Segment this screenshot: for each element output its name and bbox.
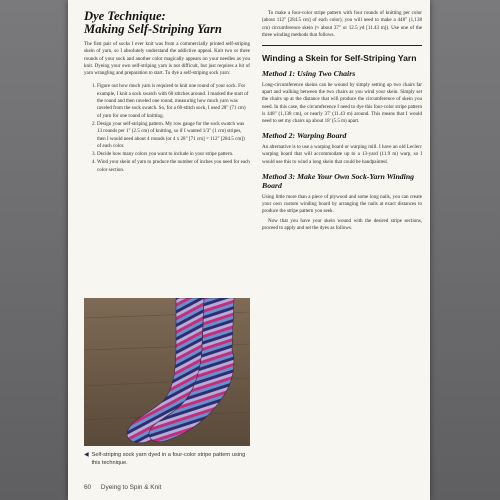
right-column [262,10,422,232]
method-2-heading: Method 2: Warping Board [262,131,347,141]
method-1-text: Long-circumference skeins can be wound by simply setting up two chairs far apart and walking between the two chairs as you wind your skein. Simply set the chairs up at the distance that will produce the circumference of skein you need. In this case, the circumference I need to dye this four-color stripe pattern is 448" (1,138 cm), or nearly 37' (11.43 m) around. This means that I would need to set my chairs up about 18' (5.5 m) apart. [262,81,422,125]
title-line-2: Making Self-Striping Yarn [84,21,222,36]
section-heading: Winding a Skein for Self-Striping Yarn [262,53,417,64]
sock-photo [84,298,250,446]
photo-caption [84,452,250,467]
caption-text: Self-striping sock yarn dyed in a four-color stripe pattern using this technique. [91,452,246,466]
page-title [84,10,250,35]
method-3-heading: Method 3: Make Your Own Sock-Yarn Winding Board [262,171,415,191]
step-item: 4. Wind your skein of yarn to produce the number of inches you need for each color section. [97,159,250,174]
page-footer [84,484,161,491]
page-number: 60 [84,484,92,491]
step-item: 1. Figure out how much yarn is required to knit one round of your sock. For example, I knit a sock swatch with 60 stitches around. I marked the start of the round and then raveled one round, measuring how much yarn was raveled from the sock swatch. So, for a 60-stitch sock, I used 28" (71 cm) of yarn for one round of knitting. [97,83,250,119]
right-intro-paragraph: To make a four-color stripe pattern with four rounds of knitting per color (about 112" [284.5 cm] of each color), you will need to make a 448" (1,138 cm) circumference skein (≈ about 37" or 12.5 yd [11.43 m]). Use one of the three winding methods that follows. [262,10,422,38]
sock-illustration [84,298,250,446]
closing-paragraph: Now that you have your skein wound with the desired stripe sections, proceed to apply and set the dyes as follows. [262,217,422,232]
method-3-text: Using little more than a piece of plywood and some long nails, you can create your own custom winding board by arranging the nails at exact distances to produce the stripe pattern you seek. [262,193,422,215]
method-2-text: An alternative is to use a warping board or warping mill. I have an old Leclerc warping board that will accommodate up to a 13-yard (11.9 m) warp, so I would use this to wind a long skein that could be handpainted. [262,143,422,165]
left-column [84,10,250,175]
steps-list [84,83,250,174]
title-line-1: Dye Technique: [84,9,166,23]
step-item: 2. Design your self-striping pattern. My row gauge for the sock swatch was 13 rounds per 1" (2.5 cm) of knitting, so if I wanted 1/3" (1 cm) stripes, then I would need about 4 rounds (or 4 x 28" [71 cm] = 112" [284.5 cm]) of each color. [97,121,250,150]
book-title: Dyeing to Spin & Knit [100,484,162,491]
section-divider [262,45,422,46]
intro-paragraph: The first pair of socks I ever knit was from a commercially printed self-striping skein of yarn, so I absolutely understand the addictive appeal. Knit two or three rounds of your sock and another color magically appears on your needles as you knit. Dyeing your own self-striping yarn is not difficult, but just requires a bit of yarn wrangling and preparation to start. To dye a self-striping sock yarn: [84,41,250,77]
method-1-heading: Method 1: Using Two Chairs [262,69,356,79]
step-item: 3. Decide how many colors you want to include in your stripe pattern. [97,151,250,158]
caption-arrow-icon: ◀ [84,452,89,458]
book-page [68,0,430,500]
